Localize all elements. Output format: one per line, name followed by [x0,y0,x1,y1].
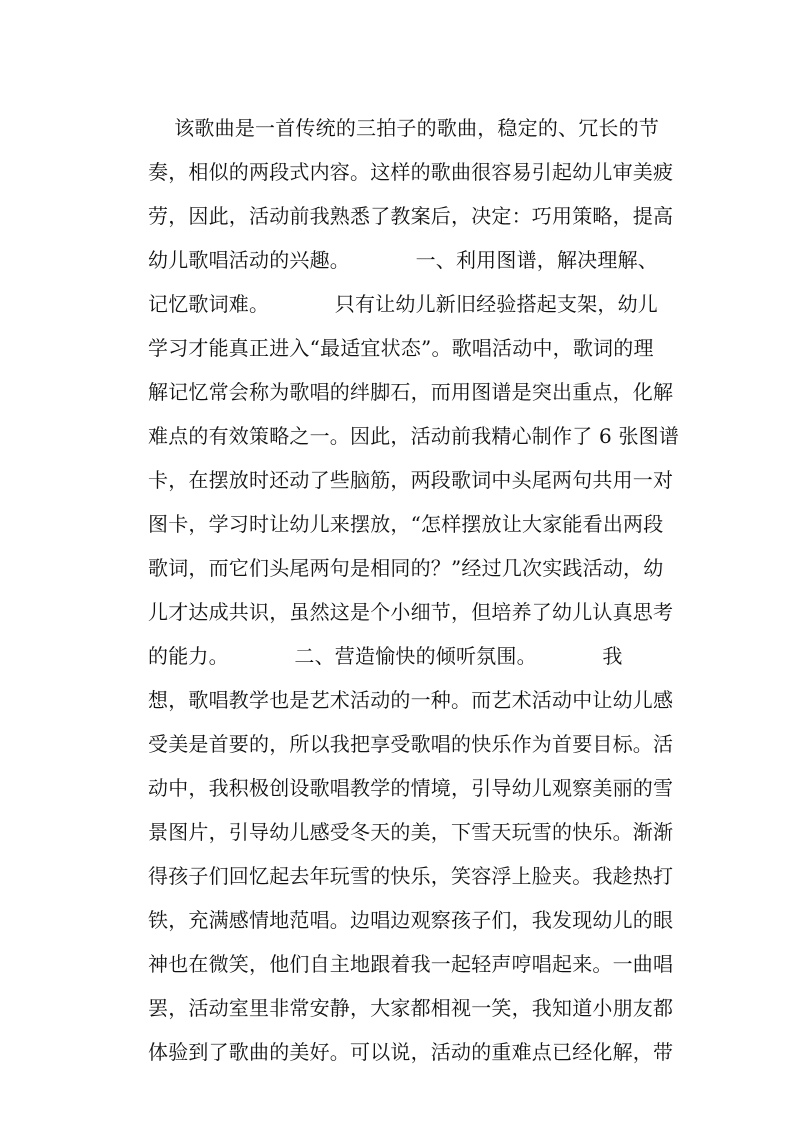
text-line: 神也在微笑，他们自主地跟着我一起轻声哼唱起来。一曲唱 [148,952,674,976]
text-line: 的能力。 二、营造愉快的倾听氛围。 我 [148,644,623,668]
text-line: 得孩子们回忆起去年玩雪的快乐，笑容浮上脸夹。我趁热打 [148,864,674,888]
text-line: 图卡，学习时让幼儿来摆放，“怎样摆放让大家能看出两段 [148,512,664,536]
text-line: 记忆歌词难。 只有让幼儿新旧经验搭起支架，幼儿 [148,292,658,316]
text-line: 劳，因此，活动前我熟悉了教案后，决定：巧用策略，提高 [148,204,674,228]
text-line: 学习才能真正进入“最适宜状态”。歌唱活动中，歌词的理 [148,336,654,360]
text-line: 幼儿歌唱活动的兴趣。 一、利用图谱，解决理解、 [148,248,658,272]
text-line: 歌词，而它们头尾两句是相同的？”经过几次实践活动，幼 [148,556,664,580]
text-line: 受美是首要的，所以我把享受歌唱的快乐作为首要目标。活 [148,732,674,756]
text-line: 解记忆常会称为歌唱的绊脚石，而用图谱是突出重点，化解 [148,380,674,404]
text-line: 儿才达成共识，虽然这是个小细节，但培养了幼儿认真思考 [148,600,674,624]
text-line: 景图片，引导幼儿感受冬天的美，下雪天玩雪的快乐。渐渐 [148,820,674,844]
text-line: 该歌曲是一首传统的三拍子的歌曲，稳定的、冗长的节 [148,116,660,140]
text-line: 罢，活动室里非常安静，大家都相视一笑，我知道小朋友都 [148,996,674,1020]
text-line: 卡，在摆放时还动了些脑筋，两段歌词中头尾两句共用一对 [148,468,674,492]
text-line: 体验到了歌曲的美好。可以说，活动的重难点已经化解，带 [148,1040,674,1064]
text-line: 动中，我积极创设歌唱教学的情境，引导幼儿观察美丽的雪 [148,776,674,800]
text-line: 想，歌唱教学也是艺术活动的一种。而艺术活动中让幼儿感 [148,688,674,712]
text-line: 难点的有效策略之一。因此，活动前我精心制作了 6 张图谱 [148,424,680,448]
text-line: 奏，相似的两段式内容。这样的歌曲很容易引起幼儿审美疲 [148,160,674,184]
text-line: 铁，充满感情地范唱。边唱边观察孩子们，我发现幼儿的眼 [148,908,674,932]
